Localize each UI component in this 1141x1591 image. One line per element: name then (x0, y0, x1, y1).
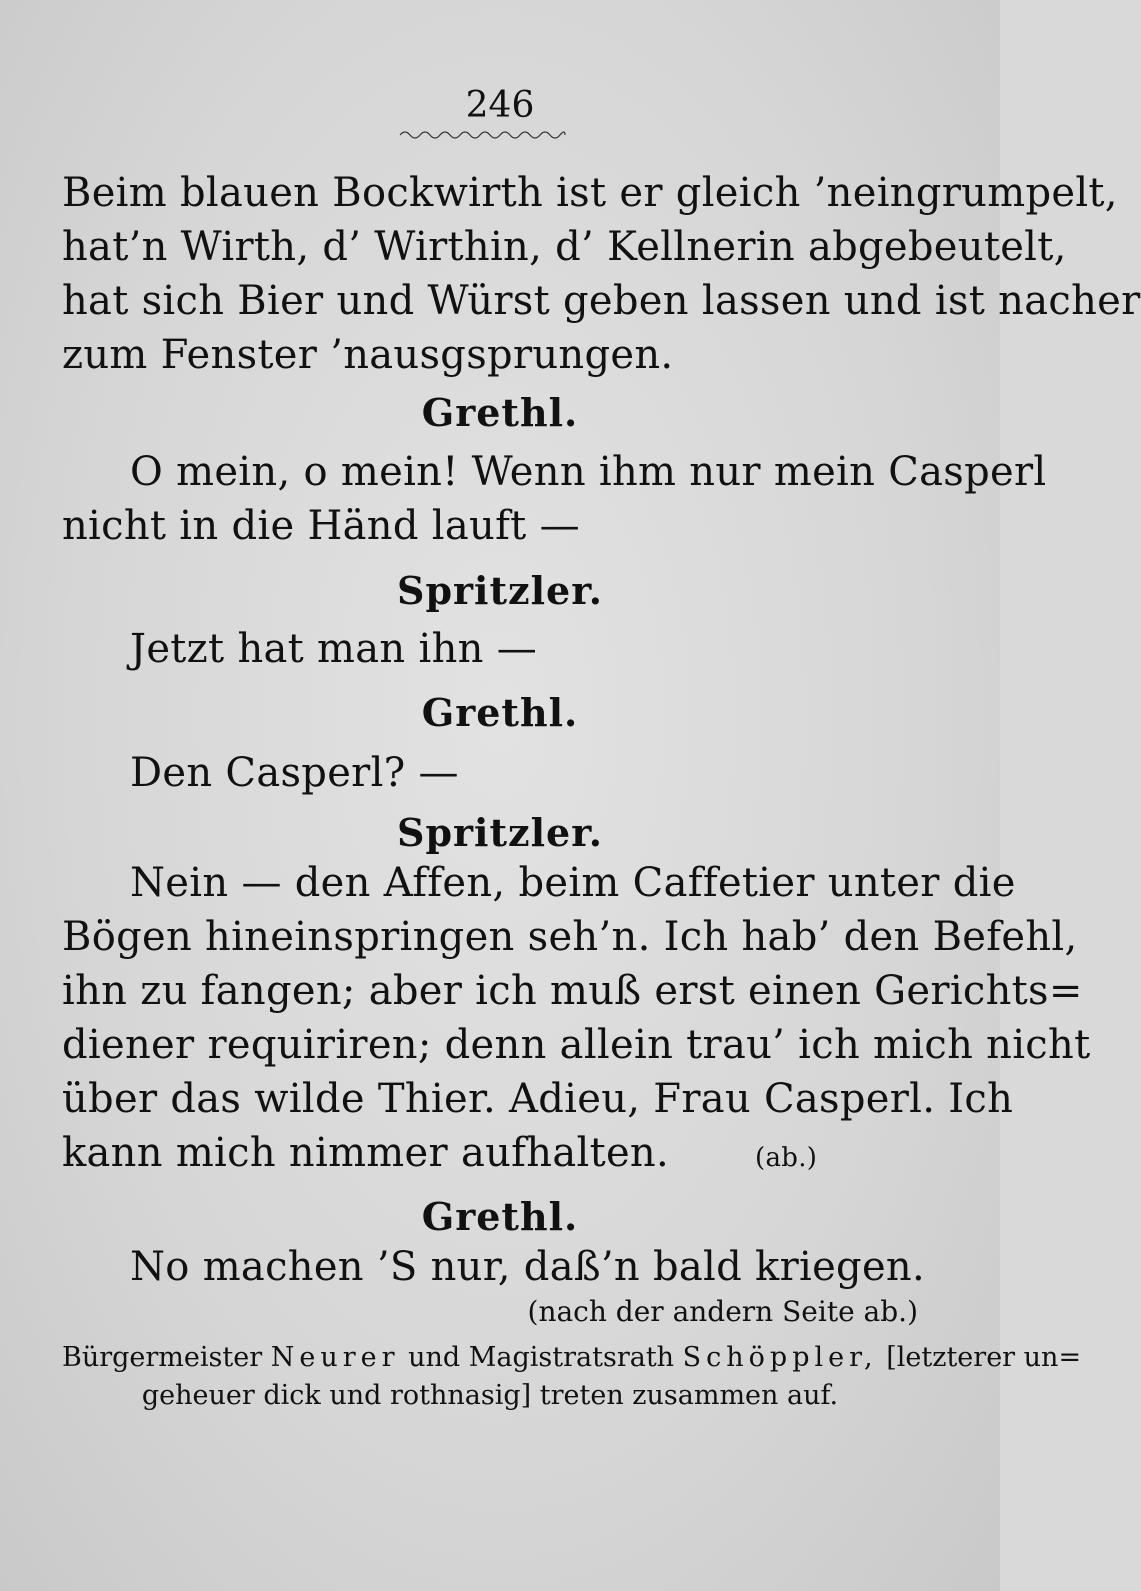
text-line: über das wilde Thier. Adieu, Frau Casperl. Ich (62, 1076, 1014, 1122)
text-line: No machen ’S nur, daß’n bald kriegen. (130, 1244, 926, 1290)
stage-direction-line (62, 1338, 1082, 1378)
text-line: Bögen hineinspringen seh’n. Ich hab’ den Befehl, (62, 914, 1078, 960)
stage-text: Bürgermeister (62, 1342, 263, 1373)
text-line: Nein — den Affen, beim Caffetier unter die (130, 860, 1016, 906)
text-line: nicht in die Händ lauft — (62, 503, 580, 549)
stage-direction: (ab.) (755, 1143, 818, 1173)
text-line: O mein, o mein! Wenn ihm nur mein Casperl (130, 449, 1047, 495)
text-line: hat sich Bier und Würst geben lassen und ist nacher (62, 278, 1141, 324)
stage-direction: (nach der andern Seite ab.) (527, 1295, 918, 1328)
text-line: Beim blauen Bockwirth ist er gleich ’neingrumpelt, (62, 170, 1118, 216)
stage-text: und Magistratsrath (408, 1342, 675, 1373)
character-name: Neurer (270, 1342, 400, 1373)
text-line: hat’n Wirth, d’ Wirthin, d’ Kellnerin abgebeutelt, (62, 224, 1067, 270)
speaker-name: Spritzler. (397, 568, 603, 613)
stage-text: [letzterer un= (886, 1342, 1082, 1373)
text-line: diener requiriren; denn allein trau’ ich mich nicht (62, 1022, 1091, 1068)
speaker-name: Grethl. (421, 690, 579, 735)
stage-direction-line: geheuer dick und rothnasig] treten zusammen auf. (141, 1380, 839, 1411)
text-line (62, 1126, 918, 1185)
text-line: Den Casperl? — (130, 750, 459, 796)
page-number: 246 (465, 85, 535, 126)
wavy-rule-ornament (400, 128, 565, 142)
speaker-name: Spritzler. (397, 810, 603, 855)
text-line: Jetzt hat man ihn — (130, 626, 538, 672)
text-line: ihn zu fangen; aber ich muß erst einen Gerichts= (62, 968, 1083, 1014)
speaker-name: Grethl. (421, 390, 579, 435)
text-line: zum Fenster ’nausgsprungen. (62, 332, 674, 378)
character-name: Schöppler, (682, 1342, 878, 1373)
speaker-name: Grethl. (421, 1194, 579, 1239)
text-line-content: kann mich nimmer aufhalten. (62, 1130, 669, 1176)
